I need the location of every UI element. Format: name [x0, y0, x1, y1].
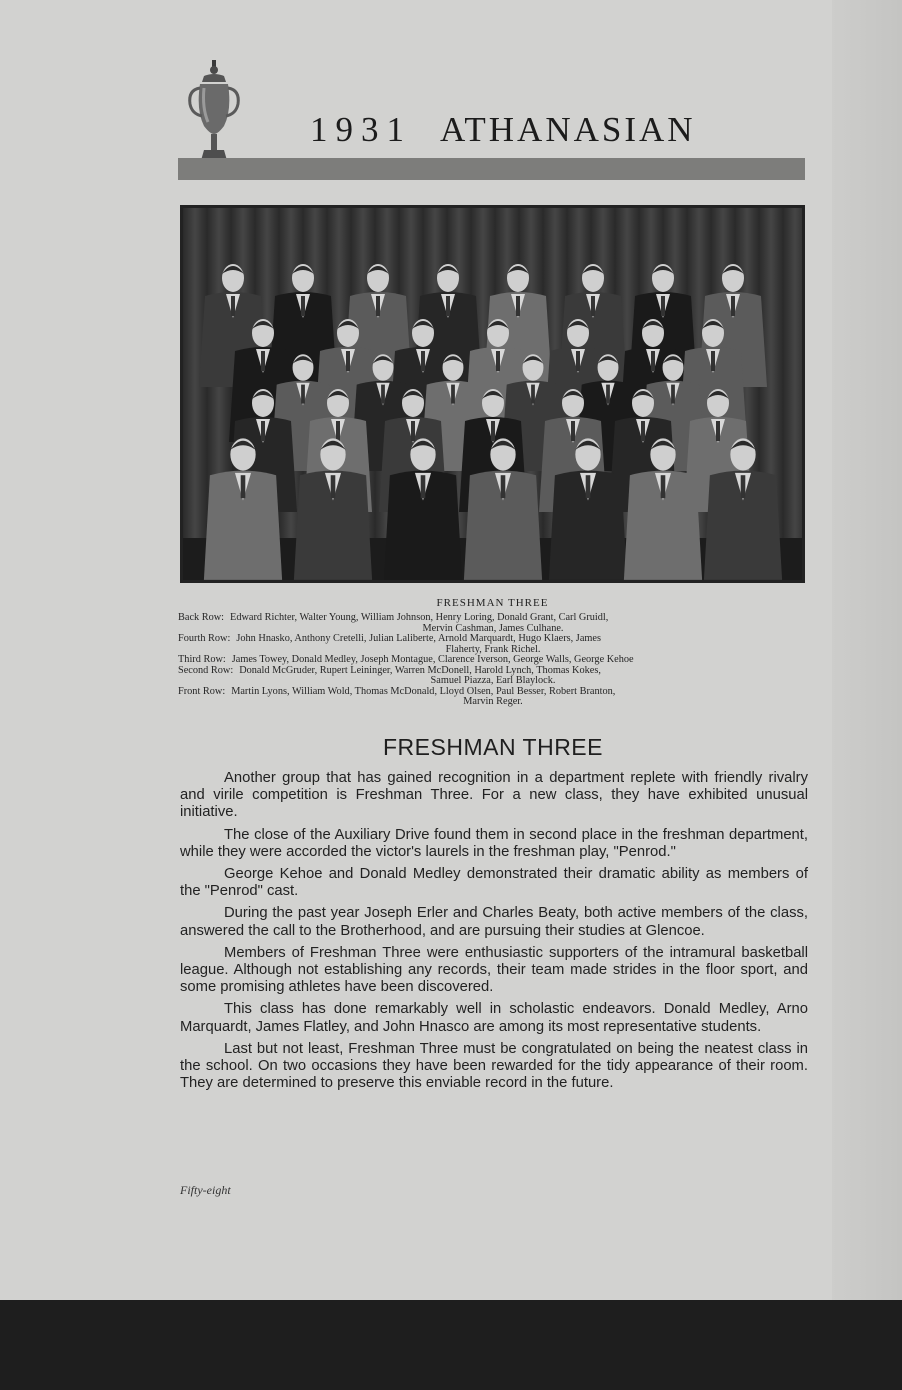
year-label: 1931	[310, 110, 412, 149]
paragraph: Last but not least, Freshman Three must be congratulated on being the neatest class in the school. On two occasions they have been rewarded for the tidy appearance of their room. They are determined to preserve this enviable record in the future.	[180, 1040, 808, 1092]
row-names: John Hnasko, Anthony Cretelli, Julian Laliberte, Arnold Marquardt, Hugo Klaers, James	[236, 633, 601, 644]
name-row-back	[178, 613, 808, 634]
row-names: Donald McGruder, Rupert Leininger, Warren McDonell, Harold Lynch, Thomas Kokes,	[239, 664, 601, 676]
row-names: Edward Richter, Walter Young, William Johnson, Henry Loring, Donald Grant, Carl Gruidl,	[230, 612, 609, 623]
row-names-continued: Flaherty, Frank Richel.	[445, 643, 541, 655]
row-names-continued: Mervin Cashman, James Culhane.	[422, 622, 564, 634]
scan-border	[0, 1300, 902, 1390]
row-label: Back Row:	[178, 612, 225, 623]
group-photo-illustration	[183, 208, 802, 580]
name-row-second	[178, 666, 808, 687]
row-names: Martin Lyons, William Wold, Thomas McDonald, Lloyd Olsen, Paul Besser, Robert Branton,	[231, 685, 616, 697]
row-label: Front Row:	[178, 685, 226, 697]
row-names: James Towey, Donald Medley, Joseph Montague, Clarence Iverson, George Walls, George Kehoe	[231, 654, 634, 665]
paragraph: The close of the Auxiliary Drive found them in second place in the freshman department, while they were accorded the victor's laurels in the freshman play, "Penrod."	[180, 826, 808, 860]
photo-caption-title: FRESHMAN THREE	[436, 597, 549, 609]
row-label: Third Row:	[178, 654, 226, 665]
article-body	[180, 770, 808, 1097]
section-heading: FRESHMAN THREE	[383, 734, 603, 760]
curtain-fold	[783, 208, 802, 538]
class-group-photo	[180, 205, 805, 583]
paragraph: Another group that has gained recognition in a department replete with friendly rivalry and virile competition is Freshman Three. For a new class, they have exhibited unusual initiative.	[180, 770, 808, 821]
header-rule	[178, 158, 805, 180]
name-list	[178, 613, 808, 708]
row-names-continued: Samuel Piazza, Earl Blaylock.	[430, 675, 556, 686]
paragraph: George Kehoe and Donald Medley demonstrated their dramatic ability as members of the "Penrod" cast.	[180, 866, 808, 900]
title-label: ATHANASIAN	[440, 110, 696, 149]
row-names-continued: Marvin Reger.	[463, 696, 523, 707]
row-label: Fourth Row:	[178, 633, 231, 644]
paragraph: During the past year Joseph Erler and Charles Beaty, both active members of the class, answered the call to the Brotherhood, and are pursuing their studies at Glencoe.	[180, 905, 808, 939]
paragraph: Members of Freshman Three were enthusiastic supporters of the intramural basketball league. Although not establishing any records, their team made strides in the floor sport, and some promising athletes have been discovered.	[180, 944, 808, 996]
page-gutter	[832, 0, 902, 1300]
row-label: Second Row:	[178, 664, 234, 676]
publication-title	[310, 110, 696, 150]
name-row-fourth	[178, 634, 808, 655]
name-row-front	[178, 687, 808, 708]
paragraph: This class has done remarkably well in scholastic endeavors. Donald Medley, Arno Marquardt, James Flatley, and John Hnasco are among its most representative students.	[180, 1001, 808, 1035]
page-number: Fifty-eight	[180, 1183, 231, 1197]
